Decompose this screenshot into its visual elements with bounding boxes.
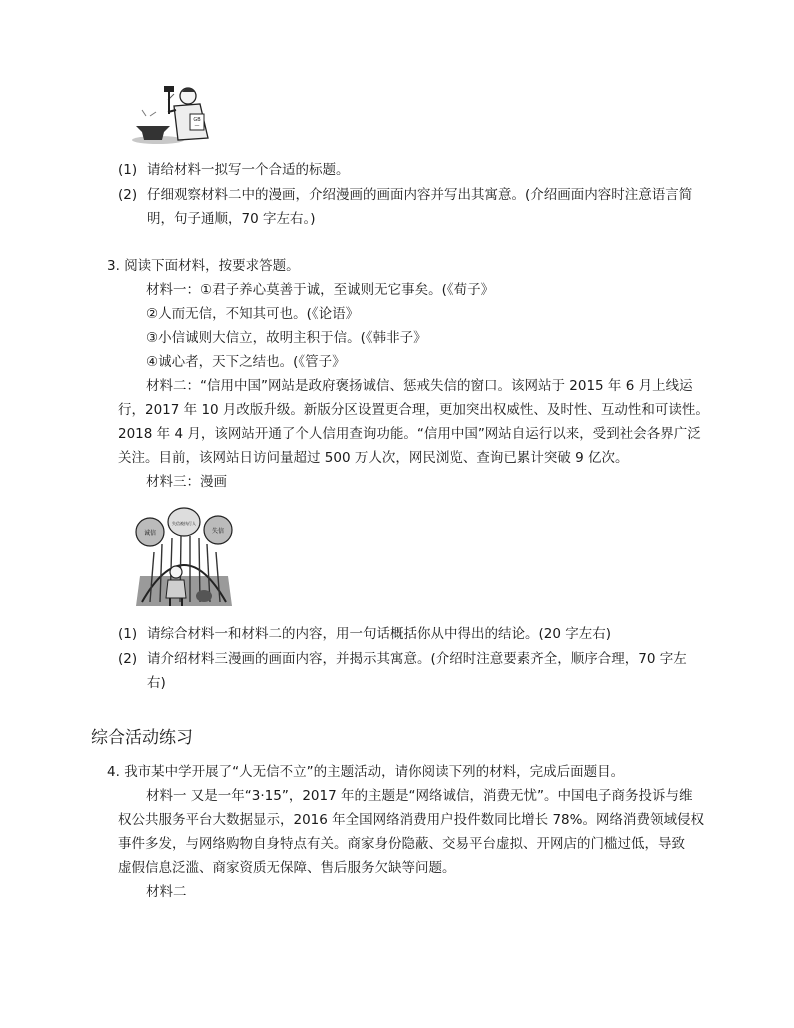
q3-material1-label: 材料一： — [146, 282, 200, 298]
q3-material2-line2: 行，2017 年 10 月改版升级。新版分区设置更合理，更加突出权威性、及时性、互动性和可读性。 — [118, 402, 709, 418]
q-top-2-number: (2) — [118, 187, 138, 203]
q3-sub1-text: 请综合材料一和材料二的内容，用一句话概括你从中得出的结论。(20 字左右) — [147, 626, 612, 642]
q3-sub1 — [118, 624, 611, 644]
q-top-2-line2: 明，句子通顺，70 字左右。) — [147, 211, 316, 227]
q4-material1-line3: 事件多发，与网络购物自身特点有关。商家身份隐蔽、交易平台虚拟、开网店的门槛过低，导致 — [118, 836, 685, 852]
q4-material1-line1: 材料一 又是一年“3·15”，2017 年的主题是“网络诚信，消费无忧”。中国电子商务投诉与维 — [146, 788, 693, 804]
q3-sub2-line2: 右) — [147, 675, 166, 691]
q4-material1-line2: 权公共服务平台大数据显示，2016 年全国网络消费用户投件数同比增长 78%。网络消费领域侵权 — [118, 812, 704, 828]
q3-sub1-number: (1) — [118, 626, 138, 642]
q4-material2-label: 材料二 — [146, 884, 187, 900]
sign-text-line2: — — [194, 123, 200, 129]
q3-material1-item3: ③小信诚则大信立，故明主积于信。(《韩非子》 — [146, 330, 427, 346]
q3-material2-line4: 关注。目前，该网站日访问量超过 500 万人次，网民浏览、查询已累计突破 9 亿次。 — [118, 450, 629, 466]
q3-sub2-number: (2) — [118, 651, 138, 667]
q3-sub2-line1: 请介绍材料三漫画的画面内容，并揭示其寓意。(介绍时注意要素齐全，顺序合理，70 字左 — [147, 651, 687, 667]
q4-number: 4. — [107, 764, 120, 780]
q-top-2-line1: 仔细观察材料二中的漫画，介绍漫画的画面内容并写出其寓意。(介绍画面内容时注意语言简 — [147, 187, 693, 203]
q-top-1-number: (1) — [118, 162, 138, 178]
q3-sub2 — [118, 649, 687, 669]
q3-material3-label: 材料三：漫画 — [146, 474, 227, 490]
q3-number: 3. — [107, 258, 120, 274]
q3-material2-line1: 材料二：“信用中国”网站是政府褒扬诚信、惩戒失信的窗口。该网站于 2015 年 6 月上线运 — [146, 378, 693, 394]
cartoon-blacksmith-image — [128, 80, 216, 148]
q-top-1 — [118, 160, 350, 180]
q3-material1-item4: ④诚心者，天下之结也。(《管子》 — [146, 354, 346, 370]
q4-header — [107, 762, 624, 782]
cartoon-cage-image — [130, 506, 238, 610]
q4-intro: 我市某中学开展了“人无信不立”的主题活动，请你阅读下列的材料，完成后面题目。 — [124, 764, 625, 780]
cage-sign-right-text: 失信 — [211, 528, 225, 535]
q3-material1-item1-text: ①君子养心莫善于诚，至诚则无它事矣。(《荀子》 — [200, 282, 495, 298]
q3-intro: 阅读下面材料，按要求答题。 — [124, 258, 300, 274]
cage-sign-middle-text: 失信被执行人 — [172, 521, 196, 526]
q3-material1-item1 — [146, 280, 494, 300]
section-title: 综合活动练习 — [91, 728, 193, 748]
q3-header — [107, 256, 300, 276]
q-top-2 — [118, 185, 692, 205]
q4-material1-line4: 虚假信息泛滥、商家资质无保障、售后服务欠缺等问题。 — [118, 860, 456, 876]
cage-sign-left-text: 诚信 — [143, 530, 157, 537]
q3-material2-line3: 2018 年 4 月，该网站开通了个人信用查询功能。“信用中国”网站自运行以来，受到社会各界广泛 — [118, 426, 701, 442]
sign-text-line1: GB — [193, 117, 201, 123]
q3-material1-item2: ②人而无信，不知其可也。(《论语》 — [146, 306, 360, 322]
q-top-1-text: 请给材料一拟写一个合适的标题。 — [147, 162, 350, 178]
